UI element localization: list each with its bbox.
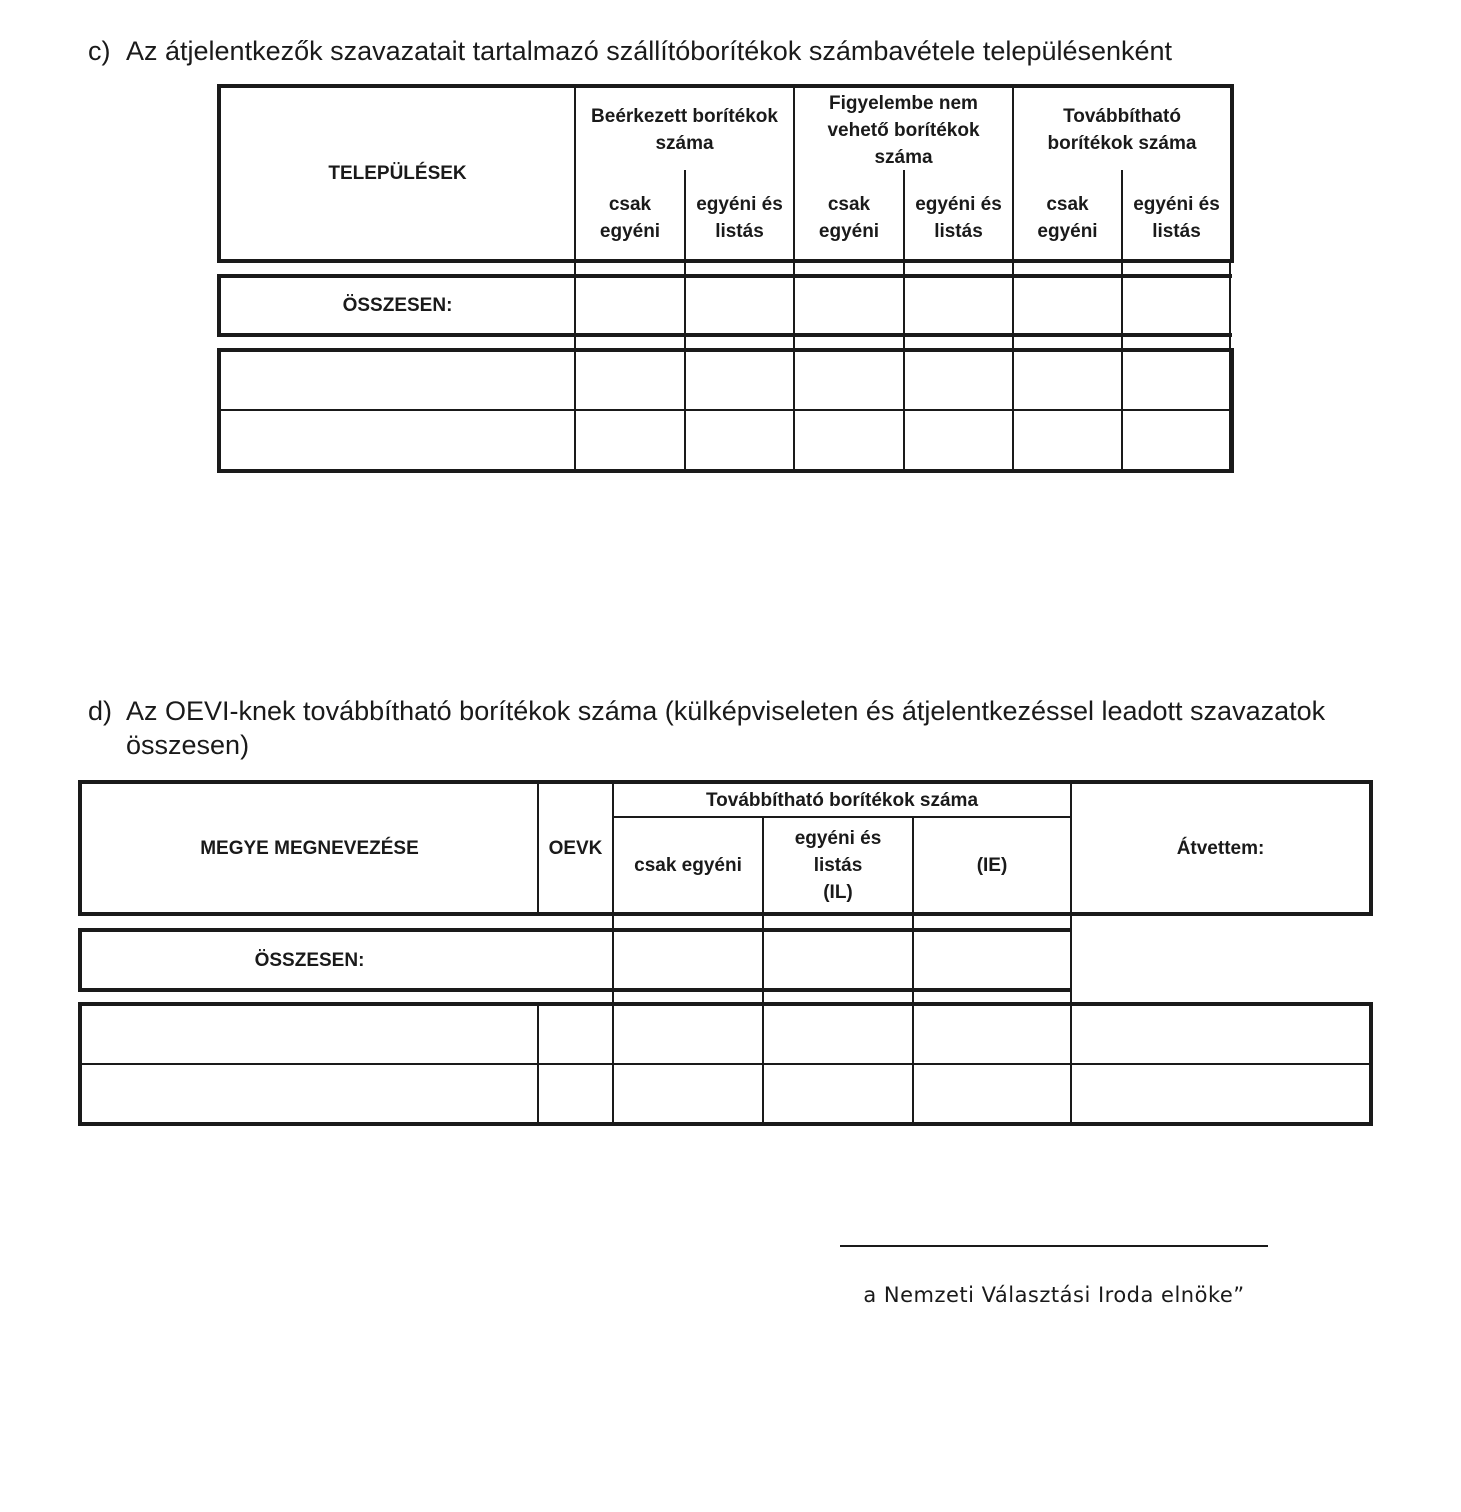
sub-header-csak-egyeni: csak egyéni [634, 854, 742, 876]
table-c-border [217, 333, 1232, 337]
group-header-beerkezett: Beérkezett borítékok száma [591, 106, 778, 154]
sub-header-csak-egyeni: csak egyéni [599, 194, 661, 242]
table-row[interactable] [221, 411, 1230, 469]
table-d-border [78, 1122, 1373, 1126]
col-header-atvettem: Átvettem: [1176, 837, 1265, 859]
section-d-title-line2: összesen) [126, 730, 250, 760]
col-header-megye: MEGYE MEGNEVEZÉSE [200, 837, 419, 859]
signature-line [840, 1245, 1268, 1247]
total-cell[interactable] [764, 932, 912, 988]
total-cell[interactable] [576, 278, 684, 333]
sub-header-egyeni-es-listas: egyéni és listás [1133, 194, 1220, 242]
section-d-title-line1: Az OEVI-knek továbbítható borítékok száma (külképviseleten és átjelentkezéssel leadott szavazatok [126, 696, 1326, 726]
sub-header-egyeni-es-listas: egyéni és listás [915, 194, 1002, 242]
table-row[interactable] [82, 1006, 1369, 1063]
sub-header-ie: (IE) [976, 854, 1008, 876]
section-d-letter: d) [88, 696, 113, 726]
total-cell[interactable] [614, 932, 762, 988]
group-header-tovabbithato: Továbbítható borítékok száma [1047, 106, 1197, 154]
table-c-border [1230, 84, 1234, 263]
total-cell[interactable] [1014, 278, 1121, 333]
sub-header-egyeni-es-listas: egyéni és listás [696, 194, 783, 242]
sub-header-csak-egyeni: csak egyéni [1037, 194, 1098, 242]
section-c-letter: c) [88, 36, 111, 66]
table-c-border [217, 259, 1234, 263]
signature-label: a Nemzeti Választási Iroda elnöke” [863, 1283, 1245, 1307]
sub-header-csak-egyeni: csak egyéni [818, 194, 880, 242]
table-d-border [78, 988, 1072, 992]
total-cell[interactable] [914, 932, 1070, 988]
table-row[interactable] [221, 352, 1230, 409]
col-header-telepulesek: TELEPÜLÉSEK [328, 163, 467, 184]
total-cell[interactable] [686, 278, 793, 333]
section-c-title: Az átjelentkezők szavazatait tartalmazó szállítóborítékok számbavétele településenként [126, 36, 1173, 66]
total-row-label: ÖSSZESEN: [254, 949, 365, 971]
section-d-heading [88, 694, 1388, 764]
total-cell[interactable] [1123, 278, 1229, 333]
group-header-figyelembe-nem: Figyelembe nem vehető borítékok száma [827, 92, 980, 168]
table-row[interactable] [82, 1065, 1369, 1122]
table-d-border [1369, 780, 1373, 916]
total-cell[interactable] [905, 278, 1012, 333]
table-d-border [78, 912, 1373, 916]
section-c-heading [88, 34, 1388, 68]
group-header-tovabbithato: Továbbítható borítékok száma [705, 789, 979, 811]
total-row-label: ÖSSZESEN: [342, 295, 453, 316]
table-c-border [217, 469, 1234, 473]
sub-header-egyeni-listas-il: egyéni és listás (IL) [794, 827, 882, 903]
col-header-oevk: OEVK [548, 837, 603, 859]
total-cell[interactable] [795, 278, 903, 333]
